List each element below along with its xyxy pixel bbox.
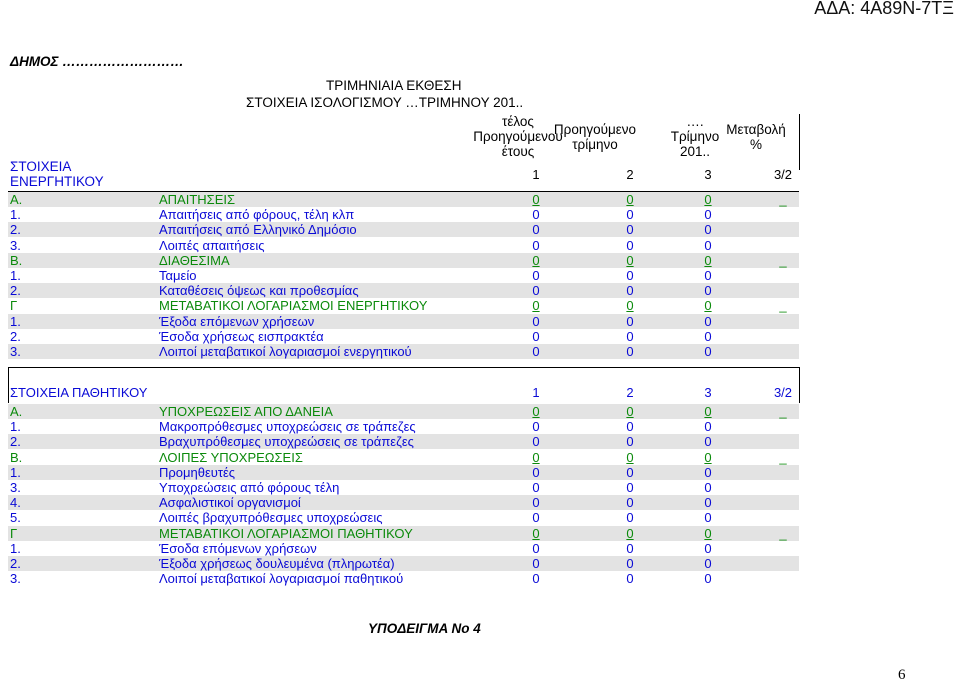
colnum: 2 bbox=[626, 385, 634, 400]
value-previous-quarter: 0 bbox=[626, 328, 634, 344]
value-previous-year: 0 bbox=[532, 510, 540, 526]
table-row bbox=[8, 450, 799, 465]
row-number: Α. bbox=[10, 192, 23, 207]
value-current-quarter: 0 bbox=[704, 298, 712, 314]
value-previous-year: 0 bbox=[532, 344, 540, 359]
table-row bbox=[8, 480, 799, 495]
value-previous-quarter: 0 bbox=[626, 298, 634, 314]
row-number: 2. bbox=[10, 328, 21, 344]
row-label: Έξοδα χρήσεως δουλευμένα (πληρωτέα) bbox=[159, 556, 395, 571]
value-current-quarter: 0 bbox=[704, 404, 712, 419]
value-current-quarter: 0 bbox=[704, 268, 712, 283]
value-current-quarter: 0 bbox=[704, 207, 712, 223]
value-previous-quarter: 0 bbox=[626, 480, 634, 495]
column-header-3-line: Τρίμηνο bbox=[670, 129, 720, 144]
table-row bbox=[8, 329, 799, 344]
colnum: 3/2 bbox=[773, 385, 793, 400]
divider bbox=[799, 367, 800, 403]
value-change: _ bbox=[779, 252, 787, 268]
table-row bbox=[8, 314, 799, 329]
value-previous-year: 0 bbox=[532, 449, 540, 465]
row-label: Έσοδα χρήσεως εισπρακτέα bbox=[159, 328, 324, 344]
column-header-4-line: Μεταβολή bbox=[726, 122, 786, 137]
table-row bbox=[8, 298, 799, 313]
value-previous-year: 0 bbox=[532, 283, 540, 299]
value-change: _ bbox=[779, 298, 787, 314]
value-previous-year: 0 bbox=[532, 404, 540, 419]
column-header-1-line: έτους bbox=[501, 144, 535, 159]
value-previous-year: 0 bbox=[532, 298, 540, 314]
value-previous-year: 0 bbox=[532, 207, 540, 223]
value-previous-quarter: 0 bbox=[626, 404, 634, 419]
example-label: ΥΠΟΔΕΙΓΜΑ Νο 4 bbox=[368, 621, 481, 636]
value-previous-quarter: 0 bbox=[626, 510, 634, 526]
value-change: _ bbox=[779, 449, 787, 465]
row-number: 1. bbox=[10, 313, 21, 329]
table-row bbox=[8, 253, 799, 268]
column-header-2-line: τρίμηνο bbox=[572, 137, 618, 152]
row-number: Γ bbox=[10, 298, 18, 314]
value-previous-quarter: 0 bbox=[626, 268, 634, 283]
row-label: ΑΠΑΙΤΗΣΕΙΣ bbox=[159, 192, 236, 207]
table-row bbox=[8, 268, 799, 283]
row-number: 1. bbox=[10, 464, 21, 480]
row-number: Α. bbox=[10, 404, 23, 419]
value-previous-quarter: 0 bbox=[626, 283, 634, 299]
value-current-quarter: 0 bbox=[704, 328, 712, 344]
municipality-title: ΔΗΜΟΣ ……………………… bbox=[10, 54, 184, 69]
value-current-quarter: 0 bbox=[704, 571, 712, 587]
liabilities-heading-row bbox=[8, 385, 799, 400]
value-current-quarter: 0 bbox=[704, 434, 712, 450]
value-previous-year: 0 bbox=[532, 252, 540, 268]
value-previous-year: 0 bbox=[532, 495, 540, 511]
table-row bbox=[8, 419, 799, 434]
value-current-quarter: 0 bbox=[704, 237, 712, 253]
row-number: 3. bbox=[10, 237, 21, 253]
value-previous-year: 0 bbox=[532, 192, 540, 207]
value-previous-quarter: 0 bbox=[626, 495, 634, 511]
table-row bbox=[8, 541, 799, 556]
value-previous-quarter: 0 bbox=[626, 434, 634, 450]
ada-code: ΑΔΑ: 4Α89Ν-7ΤΞ bbox=[814, 0, 954, 18]
row-label: Μακροπρόθεσμες υποχρεώσεις σε τράπεζες bbox=[159, 419, 416, 435]
report-subtitle: ΣΤΟΙΧΕΙΑ ΙΣΟΛΟΓΙΣΜΟΥ …ΤΡΙΜΗΝΟΥ 201.. bbox=[246, 95, 524, 110]
row-label: Έξοδα επόμενων χρήσεων bbox=[159, 313, 315, 329]
value-previous-quarter: 0 bbox=[626, 419, 634, 435]
table-row bbox=[8, 510, 799, 525]
value-current-quarter: 0 bbox=[704, 464, 712, 480]
row-label: Ασφαλιστικοί οργανισμοί bbox=[159, 495, 301, 511]
divider bbox=[799, 114, 800, 170]
row-number: 4. bbox=[10, 495, 21, 511]
row-label: Λοιποί μεταβατικοί λογαριασμοί ενεργητικού bbox=[159, 344, 412, 359]
assets-column-numbers bbox=[8, 167, 799, 182]
value-change: _ bbox=[779, 404, 787, 419]
column-header-3-line: 201.. bbox=[679, 144, 711, 159]
row-label: ΜΕΤΑΒΑΤΙΚΟΙ ΛΟΓΑΡΙΑΣΜΟΙ ΠΑΘΗΤΙΚΟΥ bbox=[159, 525, 413, 541]
row-label: Απαιτήσεις από φόρους, τέλη κλπ bbox=[159, 207, 355, 223]
table-row bbox=[8, 556, 799, 571]
assets-heading-line: ΣΤΟΙΧΕΙΑ bbox=[10, 159, 72, 174]
value-previous-year: 0 bbox=[532, 556, 540, 571]
value-previous-year: 0 bbox=[532, 480, 540, 495]
colnum: 3/2 bbox=[773, 167, 793, 182]
value-current-quarter: 0 bbox=[704, 252, 712, 268]
table-row bbox=[8, 238, 799, 253]
row-label: Λοιπές βραχυπρόθεσμες υποχρεώσεις bbox=[159, 510, 383, 526]
column-header-4-line: % bbox=[749, 137, 762, 152]
row-label: Ταμείο bbox=[159, 268, 197, 283]
value-previous-year: 0 bbox=[532, 419, 540, 435]
value-previous-year: 0 bbox=[532, 571, 540, 587]
row-label: ΛΟΙΠΕΣ ΥΠΟΧΡΕΩΣΕΙΣ bbox=[159, 449, 303, 465]
value-previous-year: 0 bbox=[532, 540, 540, 556]
column-header-1-line: τέλος bbox=[502, 114, 534, 129]
value-current-quarter: 0 bbox=[704, 510, 712, 526]
divider bbox=[8, 367, 799, 368]
value-current-quarter: 0 bbox=[704, 283, 712, 299]
colnum: 1 bbox=[532, 385, 540, 400]
table-row bbox=[8, 192, 799, 207]
value-previous-year: 0 bbox=[532, 464, 540, 480]
row-number: 2. bbox=[10, 283, 21, 299]
table-row bbox=[8, 571, 799, 586]
value-current-quarter: 0 bbox=[704, 556, 712, 571]
report-title: ΤΡΙΜΗΝΙΑΙΑ ΕΚΘΕΣΗ bbox=[326, 78, 462, 93]
row-number: 1. bbox=[10, 540, 21, 556]
table-row bbox=[8, 207, 799, 222]
row-label: ΥΠΟΧΡΕΩΣΕΙΣ ΑΠΟ ΔΑΝΕΙΑ bbox=[159, 404, 333, 419]
column-header-1-line: Προηγούμενου bbox=[473, 129, 563, 144]
row-label: Λοιπές απαιτήσεις bbox=[159, 237, 265, 253]
value-previous-quarter: 0 bbox=[626, 540, 634, 556]
value-previous-quarter: 0 bbox=[626, 464, 634, 480]
row-number: 1. bbox=[10, 419, 21, 435]
table-row bbox=[8, 495, 799, 510]
value-current-quarter: 0 bbox=[704, 192, 712, 207]
row-label: ΜΕΤΑΒΑΤΙΚΟΙ ΛΟΓΑΡΙΑΣΜΟΙ ΕΝΕΡΓΗΤΙΚΟΥ bbox=[159, 298, 428, 314]
row-label: Υποχρεώσεις από φόρους τέλη bbox=[159, 480, 340, 495]
row-label: Λοιποί μεταβατικοί λογαριασμοί παθητικού bbox=[159, 571, 404, 587]
value-previous-year: 0 bbox=[532, 237, 540, 253]
value-current-quarter: 0 bbox=[704, 495, 712, 511]
row-number: 3. bbox=[10, 344, 21, 359]
table-row bbox=[8, 222, 799, 237]
colnum: 3 bbox=[704, 385, 712, 400]
column-header-2 bbox=[540, 122, 650, 152]
value-current-quarter: 0 bbox=[704, 313, 712, 329]
value-previous-quarter: 0 bbox=[626, 207, 634, 223]
row-number: Β. bbox=[10, 449, 23, 465]
value-previous-quarter: 0 bbox=[626, 556, 634, 571]
value-previous-quarter: 0 bbox=[626, 192, 634, 207]
row-label: Καταθέσεις όψεως και προθεσμίας bbox=[159, 283, 359, 299]
value-previous-quarter: 0 bbox=[626, 571, 634, 587]
row-number: Γ bbox=[10, 525, 18, 541]
value-previous-year: 0 bbox=[532, 328, 540, 344]
table-row bbox=[8, 465, 799, 480]
value-previous-year: 0 bbox=[532, 434, 540, 450]
value-previous-year: 0 bbox=[532, 525, 540, 541]
value-previous-year: 0 bbox=[532, 268, 540, 283]
row-label: Προμηθευτές bbox=[159, 464, 236, 480]
row-number: 2. bbox=[10, 434, 21, 450]
table-row bbox=[8, 283, 799, 298]
row-label: Βραχυπρόθεσμες υποχρεώσεις σε τράπεζες bbox=[159, 434, 414, 450]
row-label: Έσοδα επόμενων χρήσεων bbox=[159, 540, 317, 556]
column-header-2-line: Προηγούμενο bbox=[553, 122, 637, 137]
row-number: Β. bbox=[10, 252, 23, 268]
row-number: 1. bbox=[10, 268, 21, 283]
row-number: 2. bbox=[10, 222, 21, 238]
row-number: 3. bbox=[10, 480, 21, 495]
value-previous-quarter: 0 bbox=[626, 449, 634, 465]
table-row bbox=[8, 434, 799, 449]
value-current-quarter: 0 bbox=[704, 480, 712, 495]
value-previous-year: 0 bbox=[532, 222, 540, 238]
table-row bbox=[8, 404, 799, 419]
value-previous-quarter: 0 bbox=[626, 252, 634, 268]
value-current-quarter: 0 bbox=[704, 419, 712, 435]
colnum: 3 bbox=[704, 167, 712, 182]
value-change: _ bbox=[779, 525, 787, 541]
column-header-3-line: …. bbox=[686, 114, 704, 129]
row-number: 2. bbox=[10, 556, 21, 571]
column-header-4 bbox=[716, 122, 796, 152]
row-number: 5. bbox=[10, 510, 21, 526]
value-change: _ bbox=[779, 192, 787, 207]
value-previous-quarter: 0 bbox=[626, 237, 634, 253]
colnum: 1 bbox=[532, 167, 540, 182]
liabilities-heading: ΣΤΟΙΧΕΙΑ ΠΑΘΗΤΙΚΟΥ bbox=[10, 385, 148, 400]
row-number: 3. bbox=[10, 571, 21, 587]
value-current-quarter: 0 bbox=[704, 449, 712, 465]
value-current-quarter: 0 bbox=[704, 222, 712, 238]
assets-heading-line: ΕΝΕΡΓΗΤΙΚΟΥ bbox=[10, 174, 104, 189]
table-row bbox=[8, 526, 799, 541]
value-previous-quarter: 0 bbox=[626, 525, 634, 541]
table-row bbox=[8, 344, 799, 359]
value-current-quarter: 0 bbox=[704, 540, 712, 556]
colnum: 2 bbox=[626, 167, 634, 182]
value-current-quarter: 0 bbox=[704, 525, 712, 541]
value-previous-quarter: 0 bbox=[626, 344, 634, 359]
row-label: Απαιτήσεις από Ελληνικό Δημόσιο bbox=[159, 222, 357, 238]
page-number: 6 bbox=[898, 667, 906, 683]
value-previous-year: 0 bbox=[532, 313, 540, 329]
value-previous-quarter: 0 bbox=[626, 313, 634, 329]
row-number: 1. bbox=[10, 207, 21, 223]
row-label: ΔΙΑΘΕΣΙΜΑ bbox=[159, 252, 230, 268]
value-current-quarter: 0 bbox=[704, 344, 712, 359]
value-previous-quarter: 0 bbox=[626, 222, 634, 238]
